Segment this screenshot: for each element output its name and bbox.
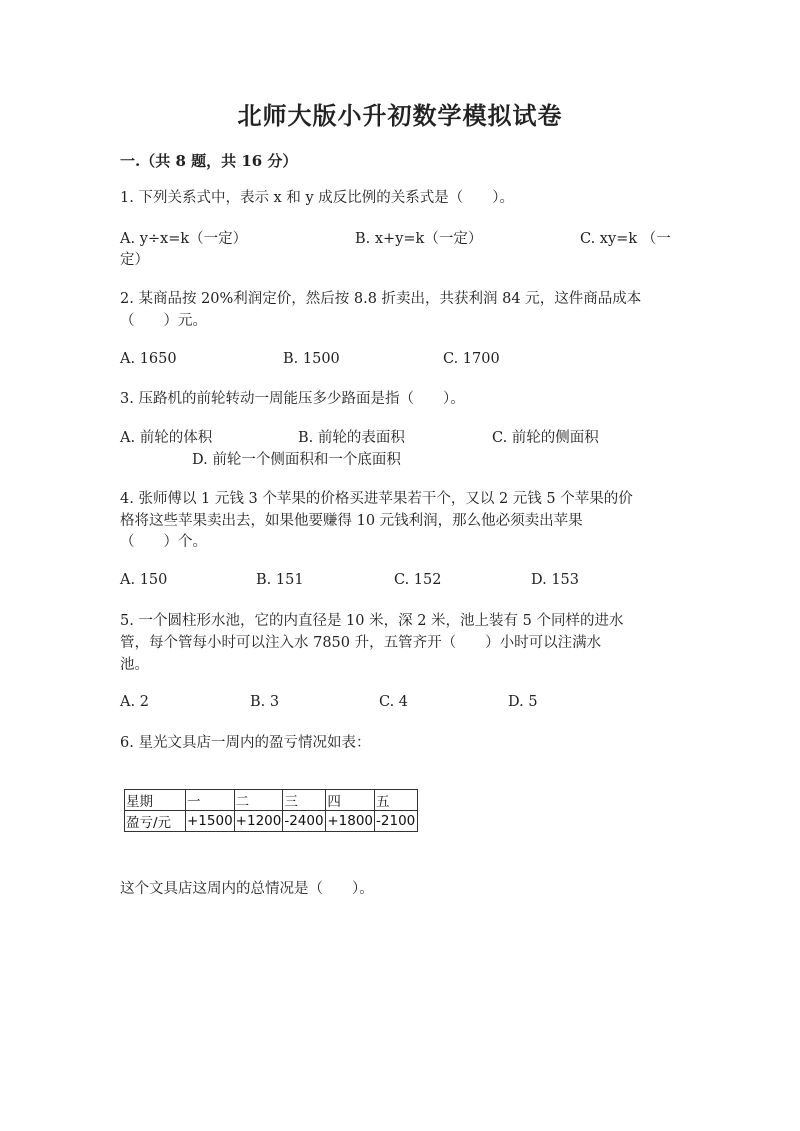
- table-cell: +1800: [326, 811, 375, 832]
- table-cell: 二: [234, 790, 283, 811]
- question-1-text: 1. 下列关系式中，表示 x 和 y 成反比例的关系式是（ ）。: [120, 190, 514, 206]
- question-1-option-c-wrap: 定）: [120, 252, 149, 268]
- section-heading: 一.（共 8 题，共 16 分）: [120, 152, 298, 170]
- question-6-followup: 这个文具店这周内的总情况是（ ）。: [120, 881, 374, 897]
- page-title: 北师大版小升初数学模拟试卷: [237, 101, 563, 130]
- table-cell: -2400: [283, 811, 326, 832]
- question-4-line-2: 格将这些苹果卖出去，如果他要赚得 10 元钱利润，那么他必须卖出苹果: [120, 513, 583, 529]
- question-3-text: 3. 压路机的前轮转动一周能压多少路面是指（ ）。: [120, 391, 465, 407]
- table-header-row: [125, 790, 418, 811]
- question-1-option-c: C. xy=k （一: [580, 231, 671, 247]
- table-cell: 盈亏/元: [125, 811, 186, 832]
- table-cell: 四: [326, 790, 375, 811]
- question-2-line-1: 2. 某商品按 20%利润定价，然后按 8.8 折卖出，共获利润 84 元，这件商品成本: [120, 291, 642, 307]
- question-4-line-1: 4. 张师傅以 1 元钱 3 个苹果的价格买进苹果若干个，又以 2 元钱 5 个苹果的价: [120, 491, 633, 507]
- question-5-option-b: B. 3: [250, 694, 280, 710]
- question-4-option-c: C. 152: [394, 572, 442, 588]
- question-5-option-a: A. 2: [120, 694, 149, 710]
- question-1-option-a: A. y÷x=k（一定）: [120, 231, 248, 247]
- question-2-option-a: A. 1650: [120, 351, 177, 367]
- question-4-option-a: A. 150: [120, 572, 168, 588]
- question-5-option-c: C. 4: [379, 694, 409, 710]
- question-1-option-b: B. x+y=k（一定）: [355, 231, 483, 247]
- table-cell: 五: [375, 790, 418, 811]
- table-row: [125, 811, 418, 832]
- table-cell: 一: [186, 790, 235, 811]
- question-2-option-b: B. 1500: [283, 351, 340, 367]
- table-cell: 三: [283, 790, 326, 811]
- question-3-option-c: C. 前轮的侧面积: [492, 430, 599, 446]
- question-3-option-a: A. 前轮的体积: [120, 430, 213, 446]
- table-cell: +1200: [234, 811, 283, 832]
- question-5-option-d: D. 5: [508, 694, 538, 710]
- profit-loss-table: [124, 789, 418, 832]
- question-5-line-3: 池。: [120, 657, 149, 673]
- question-2-line-2: （ ）元。: [120, 313, 207, 329]
- question-5-line-2: 管，每个管每小时可以注入水 7850 升，五管齐开（ ）小时可以注满水: [120, 635, 602, 651]
- question-4-line-3: （ ）个。: [120, 534, 207, 550]
- question-4-option-d: D. 153: [531, 572, 580, 588]
- question-4-option-b: B. 151: [256, 572, 304, 588]
- question-2-option-c: C. 1700: [443, 351, 500, 367]
- table-cell: 星期: [125, 790, 186, 811]
- table-cell: +1500: [186, 811, 235, 832]
- question-6-text: 6. 星光文具店一周内的盈亏情况如表：: [120, 735, 371, 751]
- question-5-line-1: 5. 一个圆柱形水池，它的内直径是 10 米，深 2 米，池上装有 5 个同样的进水: [120, 613, 624, 629]
- question-3-option-d: D. 前轮一个侧面积和一个底面积: [192, 452, 401, 468]
- question-3-option-b: B. 前轮的表面积: [298, 430, 405, 446]
- table-cell: -2100: [375, 811, 418, 832]
